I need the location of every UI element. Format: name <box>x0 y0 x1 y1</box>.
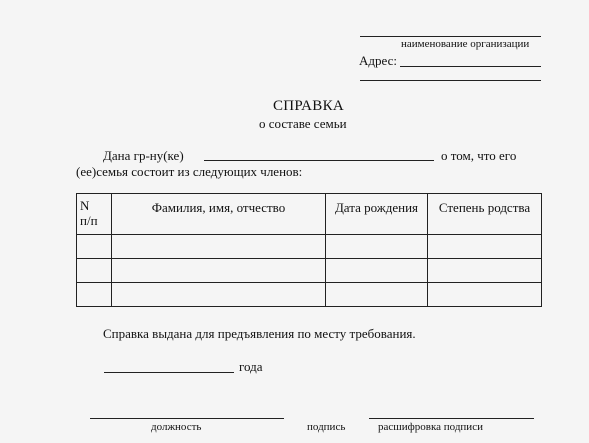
table-cell[interactable] <box>326 283 428 307</box>
column-header-number <box>77 194 112 235</box>
issued-statement: Справка выдана для предъявления по месту требования. <box>103 326 416 341</box>
table-cell[interactable] <box>112 283 326 307</box>
table-cell[interactable] <box>428 259 542 283</box>
signature-decoding-line <box>369 418 534 419</box>
document-subtitle: о составе семьи <box>259 116 347 131</box>
table-row <box>77 283 542 307</box>
position-line <box>90 418 284 419</box>
table-cell[interactable] <box>326 259 428 283</box>
table-row <box>77 235 542 259</box>
column-header-full-name: Фамилия, имя, отчество <box>112 194 326 235</box>
table-cell[interactable] <box>112 259 326 283</box>
table-cell[interactable] <box>112 235 326 259</box>
address-label: Адрес: <box>359 53 397 68</box>
column-header-birth-date: Дата рождения <box>326 194 428 235</box>
table-cell[interactable] <box>428 235 542 259</box>
table-cell[interactable] <box>77 235 112 259</box>
table-row <box>77 259 542 283</box>
address-line <box>400 66 541 67</box>
year-label: года <box>239 359 263 374</box>
column-header-number-line1: N <box>80 198 90 213</box>
family-members-table <box>76 193 542 307</box>
date-line <box>104 372 234 373</box>
document-title: СПРАВКА <box>273 98 345 114</box>
intro-text-line2: (ее)семья состоит из следующих членов: <box>76 164 303 179</box>
signature-caption: подпись <box>307 421 346 433</box>
table-cell[interactable] <box>326 235 428 259</box>
signature-decoding-caption: расшифровка подписи <box>378 421 483 433</box>
table-cell[interactable] <box>77 283 112 307</box>
table-cell[interactable] <box>77 259 112 283</box>
intro-text-part2: о том, что его <box>441 148 517 163</box>
intro-text-part1: Дана гр-ну(ке) <box>103 148 184 163</box>
column-header-number-line2: п/п <box>80 213 98 228</box>
position-caption: должность <box>151 421 202 433</box>
citizen-name-line <box>204 160 434 161</box>
org-name-line <box>360 36 541 37</box>
address-line-2 <box>360 80 541 81</box>
table-cell[interactable] <box>428 283 542 307</box>
table-header-row <box>77 194 542 235</box>
org-name-caption: наименование организации <box>401 38 530 50</box>
column-header-relation: Степень родства <box>428 194 542 235</box>
